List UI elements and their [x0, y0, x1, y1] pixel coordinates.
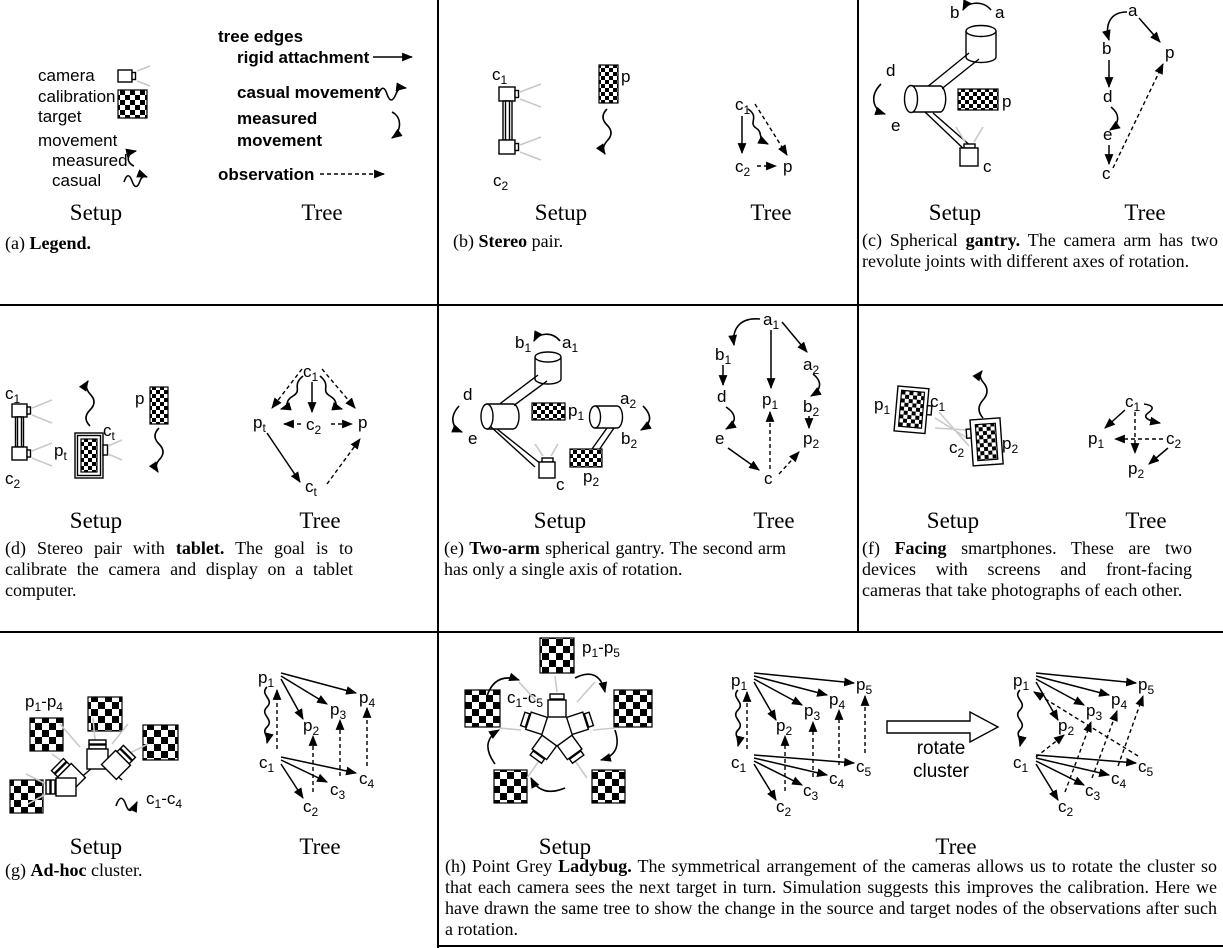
checkerboard-top	[540, 638, 574, 673]
tree-node-c1: $c_1$	[1125, 392, 1141, 414]
casual-movement-squiggle-up	[86, 381, 94, 426]
tree-heading-d: Tree	[299, 508, 341, 533]
tree2-node-p3: $p_3$	[1086, 701, 1103, 723]
tree-node-c3: $c_3$	[330, 780, 346, 802]
tree2-node-p1: $p_1$	[1013, 671, 1030, 693]
tree1-node-c5: $c_5$	[856, 757, 872, 779]
tree1-node-p2: $p_2$	[776, 716, 793, 738]
panel-g-adhoc-cluster	[0, 632, 437, 948]
tree-heading-c: Tree	[1124, 200, 1166, 225]
rotate-label-line2: cluster	[913, 761, 969, 782]
tree2-node-c3: $c_3$	[1085, 781, 1101, 803]
setup-node-c1: $c_1$	[5, 384, 21, 406]
tree-edges	[1108, 12, 1163, 168]
tree2-node-c2: $c_2$	[1058, 797, 1074, 819]
legend-rigid-attachment-label: rigid attachment	[237, 48, 370, 67]
tree1-node-p1: $p_1$	[731, 671, 748, 693]
setup-node-e: e	[468, 429, 478, 448]
setup-node-c1: $c_1$	[492, 65, 508, 87]
setup-cameras-label: $c_1-c_4$	[146, 789, 183, 811]
caption-g-bold: Ad-hoc	[30, 860, 87, 880]
rotation-arrow-a1b1	[534, 334, 560, 341]
tree1-node-p3: $p_3$	[804, 701, 821, 723]
stereo-rig	[499, 84, 541, 160]
caption-a-pre: (a)	[5, 233, 30, 253]
setup-heading-g: Setup	[69, 834, 123, 859]
rotation-arrow-de	[453, 406, 462, 432]
tree2-node-p5: $p_5$	[1138, 675, 1155, 697]
legend-measured-word: measured	[237, 109, 318, 128]
setup-targets-label: $p_1-p_5$	[582, 638, 620, 660]
camera-icon	[535, 444, 558, 478]
casual-movement-squiggle	[979, 371, 987, 418]
setup-node-b: b	[950, 3, 960, 22]
legend-casual-label: casual	[52, 171, 102, 190]
setup-node-c: c	[983, 157, 992, 176]
panel-e-two-arm-gantry	[437, 306, 857, 631]
checkerboard-right	[614, 690, 652, 727]
setup-node-a1: $a_1$	[562, 333, 579, 355]
setup-node-b1: $b_1$	[515, 333, 532, 355]
rotation-arrow-1	[575, 674, 605, 692]
setup-node-a2: $a_2$	[620, 389, 637, 411]
checkerboard-left	[465, 690, 500, 727]
setup-heading-f: Setup	[926, 508, 980, 533]
tree1-node-p5: $p_5$	[856, 675, 873, 697]
legend-calibration-label: calibration	[38, 87, 116, 106]
checkerboard-target-p	[958, 89, 998, 110]
checkerboard-target-p2	[570, 449, 602, 467]
casual-movement-arrow-icon	[378, 88, 406, 100]
tree-node-pt: $p_t$	[253, 413, 266, 435]
rotation-arrow-2	[601, 730, 617, 760]
rotate-cluster-arrow	[887, 712, 998, 782]
caption-e-pre: (e)	[444, 538, 470, 558]
caption-e-post: spherical gantry. The second arm has only a single axis of rotation.	[444, 538, 786, 579]
legend-casual-movement-label: casual movement	[237, 83, 380, 102]
setup-node-p: p	[135, 389, 145, 408]
setup-heading-a: Setup	[69, 200, 123, 225]
caption-c-pre: (c) Spherical	[862, 230, 966, 250]
camera-icon-side	[46, 778, 76, 796]
legend-measured-label: measured	[52, 151, 128, 170]
setup-heading-e: Setup	[533, 508, 587, 533]
caption-c	[862, 230, 1218, 272]
setup-node-a: a	[995, 3, 1005, 22]
setup-node-c1: $c_1$	[930, 392, 946, 414]
checkerboard-target-p1	[532, 403, 565, 420]
rotation-arrow-ab	[963, 3, 991, 10]
setup-node-c2: $c_2$	[493, 171, 509, 193]
tree-node-b: b	[1102, 39, 1112, 58]
caption-b-pre: (b)	[453, 231, 479, 251]
tree-node-p3: $p_3$	[330, 700, 347, 722]
checkerboard-1	[30, 718, 63, 751]
tree2-node-p2: $p_2$	[1058, 716, 1075, 738]
tree-node-c1: $c_1$	[735, 95, 751, 117]
setup-node-d: d	[463, 385, 473, 404]
caption-g-pre: (g)	[5, 860, 31, 880]
legend-tree-edges-label: tree edges	[218, 27, 304, 46]
rotation-arrow-3	[531, 778, 565, 791]
tree-node-p2: $p_2$	[1128, 459, 1145, 481]
legend-movement-word: movement	[237, 131, 323, 150]
setup-node-p2: $p_2$	[1002, 434, 1019, 456]
setup-targets-label: $p_1-p_4$	[25, 692, 63, 714]
setup-node-pt: $p_t$	[54, 441, 67, 463]
rotation-arrow-a2b2	[641, 406, 650, 430]
tree-node-e: e	[1103, 125, 1113, 144]
stereo-rig	[12, 400, 52, 466]
tree1-node-c2: $c_2$	[776, 797, 792, 819]
tree1-node-c1: $c_1$	[731, 753, 747, 775]
checkerboard-bottom-right	[592, 770, 625, 803]
caption-d-bold: tablet.	[175, 538, 225, 558]
setup-node-ct: $c_t$	[103, 421, 115, 443]
tree-node-ct: $c_t$	[305, 477, 317, 499]
caption-d-post: The goal is to calibrate the camera and display on a tablet computer.	[5, 538, 353, 600]
setup-node-e: e	[891, 116, 901, 135]
panel-h-ladybug	[437, 632, 1223, 948]
caption-f-bold: Facing	[894, 538, 947, 558]
caption-c-bold: gantry.	[965, 230, 1021, 250]
tree-heading-f: Tree	[1125, 508, 1167, 533]
checkerboard-bottom-left	[494, 770, 527, 803]
checkerboard-target-p	[150, 387, 168, 424]
smartphone-1	[894, 386, 933, 434]
caption-b	[453, 231, 713, 252]
legend-movement-label: movement	[38, 131, 118, 150]
tree-node-c: c	[1102, 164, 1111, 183]
measured-movement-arrow-icon	[392, 112, 400, 138]
tree-node-c4: $c_4$	[359, 769, 375, 791]
tree-node-a: a	[1128, 1, 1138, 20]
setup-node-p1: $p_1$	[874, 395, 891, 417]
tree-node-b2: $b_2$	[803, 397, 820, 419]
tree-node-p1: $p_1$	[762, 390, 779, 412]
caption-h-bold: Ladybug.	[558, 856, 632, 876]
tree-node-c2: $c_2$	[735, 157, 751, 179]
tree-node-p1: $p_1$	[1088, 429, 1105, 451]
caption-b-post: pair.	[527, 231, 564, 251]
legend-target-label: target	[38, 107, 82, 126]
tree-heading-a: Tree	[301, 200, 343, 225]
setup-node-p: p	[621, 67, 631, 86]
tree-node-d: d	[1103, 87, 1113, 106]
tree-node-c1: $c_1$	[259, 753, 275, 775]
setup-heading-b: Setup	[534, 200, 588, 225]
tree-node-p1: $p_1$	[258, 668, 275, 690]
caption-a	[5, 233, 225, 254]
tree-node-b1: $b_1$	[715, 345, 732, 367]
legend-observation-label: observation	[218, 165, 315, 184]
casual-movement-squiggle	[603, 109, 611, 154]
tree-node-p: p	[358, 413, 368, 432]
panel-f-facing-smartphones	[857, 306, 1223, 631]
tree-node-p2: $p_2$	[303, 716, 320, 738]
tree-node-p4: $p_4$	[359, 688, 376, 710]
tree-node-p2: $p_2$	[803, 429, 820, 451]
camera-icon	[956, 127, 983, 166]
setup-cameras-label: $c_1-c_5$	[507, 688, 544, 710]
setup-node-c: c	[556, 475, 565, 494]
setup-node-p2: $p_2$	[583, 467, 600, 489]
tree-node-p: p	[783, 157, 793, 176]
checkerboard-3	[143, 725, 178, 760]
panel-d-stereo-tablet	[0, 306, 437, 631]
rotate-label-line1: rotate	[916, 738, 966, 759]
tree-node-c2: $c_2$	[1166, 429, 1182, 451]
caption-b-bold: Stereo	[478, 231, 528, 251]
tree-node-a2: $a_2$	[803, 355, 820, 377]
tree2-node-p4: $p_4$	[1111, 690, 1128, 712]
casual-movement-squiggle-down	[155, 428, 163, 472]
legend-camera-label: camera	[38, 66, 95, 85]
setup-node-d: d	[886, 61, 896, 80]
caption-e	[444, 538, 786, 580]
gantry-setup	[874, 3, 998, 166]
caption-d	[5, 538, 353, 601]
caption-h-post: The symmetrical arrangement of the cameras allows us to rotate the cluster so that each camera sees the next target in turn. Simulation suggests this improves the calibration. Here we have drawn the same tree to show the change in the source and target nodes of the observations after such a rotation.	[445, 856, 1217, 939]
tree-before-rotation	[731, 671, 872, 819]
caption-f-post: smartphones. These are two devices with screens and front-facing cameras that take photographs of each other.	[862, 538, 1192, 600]
camera-icon	[118, 66, 150, 86]
setup-heading-c: Setup	[928, 200, 982, 225]
legend-tree-column	[218, 27, 412, 184]
setup-node-p: p	[1002, 92, 1012, 111]
setup-node-p1: $p_1$	[568, 401, 585, 423]
tree-heading-b: Tree	[750, 200, 792, 225]
tree-node-d: d	[717, 387, 727, 406]
setup-node-c2: $c_2$	[5, 469, 21, 491]
tree1-node-c3: $c_3$	[803, 781, 819, 803]
caption-f-pre: (f)	[862, 538, 895, 558]
tree-node-a1: $a_1$	[763, 310, 780, 332]
tree-node-c2: $c_2$	[306, 415, 322, 437]
tree-heading-h: Tree	[935, 834, 977, 859]
rotation-arrow-de	[874, 84, 885, 114]
setup-heading-h: Setup	[538, 834, 592, 859]
casual-movement-squiggle	[116, 798, 137, 810]
tree-heading-g: Tree	[299, 834, 341, 859]
tree-node-e: e	[715, 429, 725, 448]
caption-d-pre: (d) Stereo pair with	[5, 538, 176, 558]
legend-setup-column	[38, 66, 150, 190]
setup-node-c2: $c_2$	[949, 438, 965, 460]
casual-movement-icon	[124, 176, 147, 187]
panel-b-stereo-pair	[437, 0, 857, 304]
tree2-node-c1: $c_1$	[1013, 753, 1029, 775]
panel-a-legend	[0, 0, 437, 304]
caption-g	[5, 860, 305, 881]
tree2-node-c5: $c_5$	[1138, 757, 1154, 779]
tree2-node-c4: $c_4$	[1111, 769, 1127, 791]
checkerboard-target-p	[599, 65, 618, 103]
tree-after-rotation	[1013, 671, 1154, 819]
caption-c-post: The camera arm has two revolute joints with different axes of rotation.	[862, 230, 1219, 271]
checkerboard-4	[10, 780, 43, 813]
checkerboard-icon	[118, 90, 147, 118]
caption-f	[862, 538, 1192, 601]
measured-movement-icon	[128, 151, 136, 166]
smartphone-2	[966, 418, 1004, 466]
caption-g-post: cluster.	[86, 860, 143, 880]
tree-node-c: c	[764, 469, 773, 488]
rotation-arrow-4	[488, 730, 499, 764]
caption-h-pre: (h) Point Grey	[445, 856, 559, 876]
tree-node-p: p	[1165, 43, 1175, 62]
panel-c-spherical-gantry	[857, 0, 1223, 304]
tree1-node-c4: $c_4$	[829, 769, 845, 791]
tablet-device	[75, 433, 122, 478]
tree-node-c1: $c_1$	[303, 362, 319, 384]
tree-node-c2: $c_2$	[303, 797, 319, 819]
setup-node-b2: $b_2$	[621, 429, 638, 451]
caption-h	[445, 856, 1217, 940]
tree1-node-p4: $p_4$	[829, 690, 846, 712]
caption-a-bold: Legend.	[29, 233, 91, 253]
caption-e-bold: Two-arm	[469, 538, 540, 558]
setup-heading-d: Setup	[69, 508, 123, 533]
tree-heading-e: Tree	[753, 508, 795, 533]
